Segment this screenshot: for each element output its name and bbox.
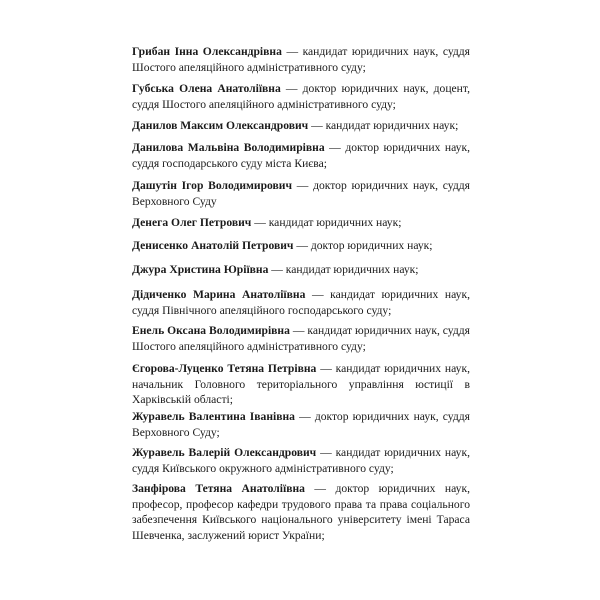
list-item (132, 140, 470, 171)
list-item (132, 445, 470, 476)
person-description: — доктор юридичних наук; (293, 239, 433, 252)
person-name: Денисенко Анатолій Петрович (132, 239, 294, 252)
person-name: Грибан Інна Олександрівна (132, 45, 282, 58)
person-name: Енель Оксана Володимирівна (132, 324, 290, 337)
list-item (132, 361, 470, 408)
list-item (132, 118, 470, 134)
person-name: Журавель Валерій Олександрович (132, 446, 317, 459)
person-description: — доктор юридичних наук, доцент, суддя Шостого апеляційного адміністративного суду; (132, 82, 470, 111)
person-name: Данилов Максим Олександрович (132, 119, 309, 132)
person-description: — кандидат юридичних наук; (308, 119, 459, 132)
list-item (132, 481, 470, 543)
person-description: — кандидат юридичних наук, суддя Київського окружного адміністративного суду; (132, 446, 470, 475)
list-item (132, 323, 470, 354)
person-name: Губська Олена Анатоліївна (132, 82, 281, 95)
person-name: Денега Олег Петрович (132, 216, 252, 229)
list-item (132, 238, 470, 254)
person-name: Занфірова Тетяна Анатоліївна (132, 482, 305, 495)
person-name: Єгорова-Луценко Тетяна Петрівна (132, 362, 317, 375)
list-item (132, 215, 470, 231)
person-name: Журавель Валентина Іванівна (132, 410, 295, 423)
person-name: Данилова Мальвіна Володимирівна (132, 141, 325, 154)
person-description: — кандидат юридичних наук, начальник Головного територіального управління юстиції в Харківській області; (132, 362, 470, 406)
person-description: — кандидат юридичних наук; (268, 263, 419, 276)
list-item (132, 287, 470, 318)
person-description: — кандидат юридичних наук, суддя Шостого апеляційного адміністративного суду; (132, 45, 471, 74)
list-item (132, 44, 470, 75)
list-item (132, 178, 470, 209)
person-description: — доктор юридичних наук, суддя Верховного Суду; (132, 410, 471, 439)
person-description: — доктор юридичних наук, професор, професор кафедри трудового права та права соціального забезпечення Київського національного університету імені Тараса Шевченка, заслужений юрист України; (132, 482, 470, 542)
list-item (132, 409, 470, 440)
person-name: Дідиченко Марина Анатоліївна (132, 288, 306, 301)
list-item (132, 262, 470, 278)
person-description: — доктор юридичних наук, суддя Верховного Суду (132, 179, 470, 208)
list-item (132, 81, 470, 112)
person-name: Дашутін Ігор Володимирович (132, 179, 293, 192)
person-description: — доктор юридичних наук, суддя господарського суду міста Києва; (132, 141, 471, 170)
person-description: — кандидат юридичних наук, суддя Шостого апеляційного адміністративного суду; (132, 324, 471, 353)
person-name: Джура Христина Юріївна (132, 263, 269, 276)
person-description: — кандидат юридичних наук; (251, 216, 402, 229)
person-description: — кандидат юридичних наук, суддя Північного апеляційного господарського суду; (132, 288, 470, 317)
